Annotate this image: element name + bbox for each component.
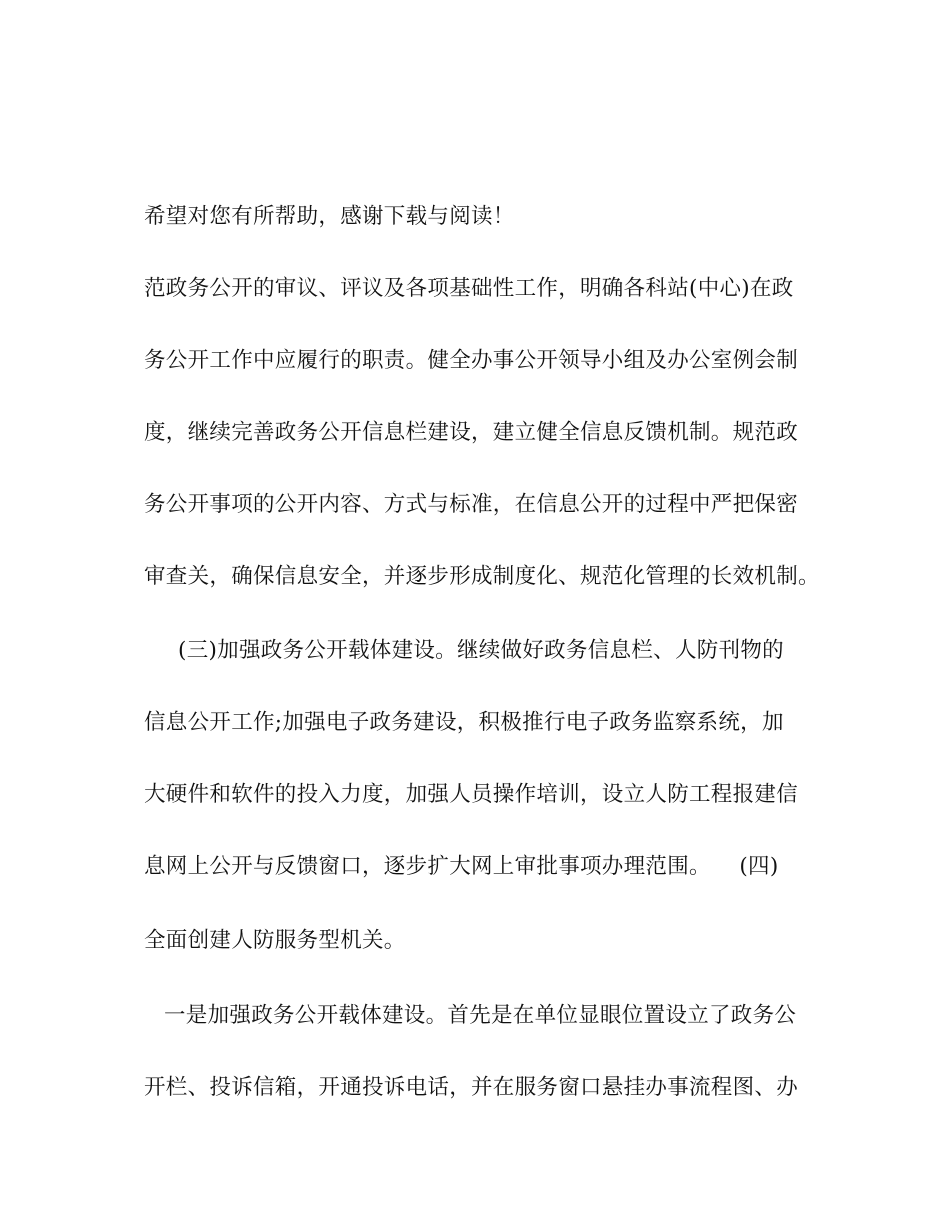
text-line: 审查关，确保信息安全，并逐步形成制度化、规范化管理的长效机制。 bbox=[144, 564, 820, 589]
text-line: 信息公开工作;加强电子政务建设，积极推行电子政务监察系统，加 bbox=[144, 710, 784, 735]
text-line: 希望对您有所帮助，感谢下载与阅读！ bbox=[144, 204, 515, 229]
text-line: 务公开事项的公开内容、方式与标准，在信息公开的过程中严把保密 bbox=[144, 492, 799, 517]
text-line: 全面创建人防服务型机关。 bbox=[144, 928, 406, 953]
text-line: 度，继续完善政务公开信息栏建设，建立健全信息反馈机制。规范政 bbox=[144, 420, 799, 445]
text-line: 一是加强政务公开载体建设。首先是在单位显眼位置设立了政务公 bbox=[164, 1003, 797, 1028]
text-line: 范政务公开的审议、评议及各项基础性工作，明确各科站(中心)在政 bbox=[144, 276, 794, 301]
text-line: (三)加强政务公开载体建设。继续做好政务信息栏、人防刊物的 bbox=[178, 638, 784, 663]
text-line: 务公开工作中应履行的职责。健全办事公开领导小组及办公室例会制 bbox=[144, 348, 799, 373]
text-line: 大硬件和软件的投入力度，加强人员操作培训，设立人防工程报建信 bbox=[144, 782, 799, 807]
text-line: 息网上公开与反馈窗口，逐步扩大网上审批事项办理范围。 (四) bbox=[144, 854, 779, 879]
text-line: 开栏、投诉信箱，开通投诉电话，并在服务窗口悬挂办事流程图、办 bbox=[144, 1075, 799, 1100]
